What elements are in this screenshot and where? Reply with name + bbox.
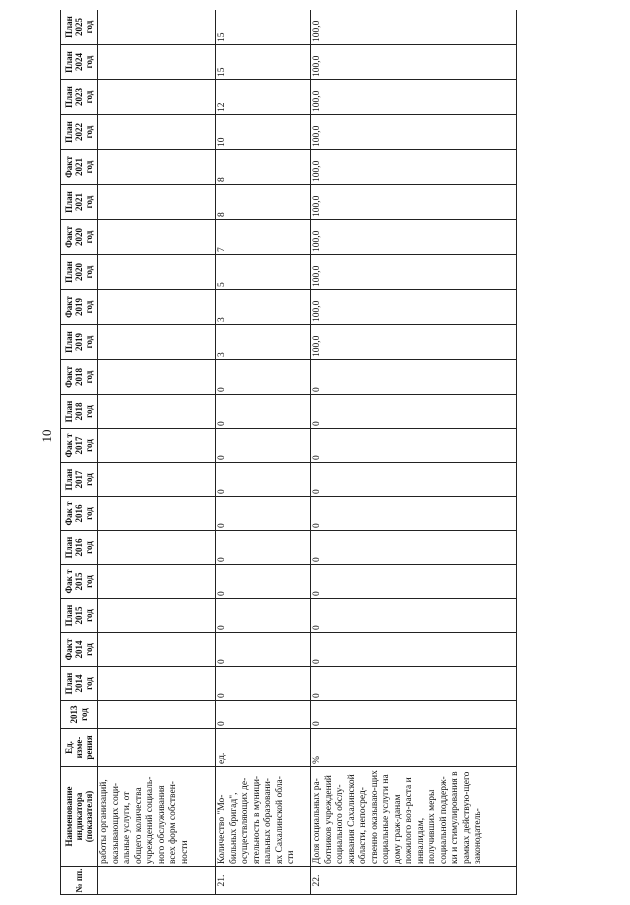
row-number: [98, 867, 216, 895]
header-year: План 2015 год: [61, 599, 98, 633]
value-cell: 15: [216, 10, 311, 45]
value-cell: 0: [216, 633, 311, 667]
value-cell: 0: [216, 667, 311, 701]
value-cell: 0: [311, 395, 517, 429]
value-cell: [98, 45, 216, 80]
header-name: Наименование индикатора (показателя): [61, 767, 98, 867]
header-unit: Ед. изме-рения: [61, 729, 98, 767]
header-year: Факт 2018 год: [61, 360, 98, 395]
value-cell: [98, 360, 216, 395]
table-row: [216, 10, 311, 895]
row-number: 21.: [216, 867, 311, 895]
table-region: [60, 10, 610, 895]
header-year: План 2017 год: [61, 463, 98, 497]
value-cell: 0: [311, 667, 517, 701]
value-cell: 0: [311, 633, 517, 667]
value-cell: [98, 255, 216, 290]
value-cell: [98, 325, 216, 360]
value-cell: 12: [216, 80, 311, 115]
value-cell: 100,0: [311, 45, 517, 80]
value-cell: [98, 667, 216, 701]
header-year: План 2022 год: [61, 115, 98, 150]
value-cell: 0: [216, 395, 311, 429]
header-year: План 2023 год: [61, 80, 98, 115]
value-cell: [98, 463, 216, 497]
value-cell: 0: [216, 565, 311, 599]
header-year: План 2019 год: [61, 325, 98, 360]
value-cell: [98, 115, 216, 150]
value-cell: 100,0: [311, 10, 517, 45]
header-year: Факт 2019 год: [61, 290, 98, 325]
header-year: Факт 2021 год: [61, 150, 98, 185]
table-row: [311, 10, 517, 895]
header-year: План 2024 год: [61, 45, 98, 80]
value-cell: [98, 10, 216, 45]
header-year: Факт 2020 год: [61, 220, 98, 255]
indicator-name: Доля социальных ра-ботников учреждений социального обслу-живания Сахалинской области, непосред-ственно оказываю-щих социальные услуги на дому граж-данам пожилого воз-раста и инвалидам, получивших меры социальной поддерж-ки и стимулирования в рамках действую-щего законодатель-: [311, 767, 517, 867]
indicators-table: [60, 10, 517, 895]
indicator-name: работы организаций, оказывающих соци-альные услуги, от общего количества учреждений социаль-ного обслуживания всех форм собствен-ности: [98, 767, 216, 867]
value-cell: 0: [216, 463, 311, 497]
value-cell: 3: [216, 290, 311, 325]
value-cell: 0: [216, 429, 311, 463]
page-number: 10: [39, 429, 54, 443]
value-cell: 7: [216, 220, 311, 255]
value-cell: 100,0: [311, 255, 517, 290]
header-row: [61, 10, 98, 895]
row-number: 22.: [311, 867, 517, 895]
header-year: План 2016 год: [61, 531, 98, 565]
value-cell: [98, 185, 216, 220]
value-cell: [98, 565, 216, 599]
value-cell: 5: [216, 255, 311, 290]
value-cell: 0: [311, 497, 517, 531]
header-year: План 2018 год: [61, 395, 98, 429]
header-year: План 2020 год: [61, 255, 98, 290]
value-cell: 10: [216, 115, 311, 150]
table-row: [98, 10, 216, 895]
header-year: Факт 2014 год: [61, 633, 98, 667]
value-cell: [98, 429, 216, 463]
value-cell: 100,0: [311, 185, 517, 220]
value-cell: 0: [216, 701, 311, 729]
value-cell: 100,0: [311, 220, 517, 255]
value-cell: [98, 80, 216, 115]
value-cell: [98, 395, 216, 429]
value-cell: 3: [216, 325, 311, 360]
value-cell: [98, 599, 216, 633]
indicator-name: Количество "Мо-бильных бригад", осуществляющих де-ятельность в муници-пальных образовани-ях Сахалинской обла-сти: [216, 767, 311, 867]
value-cell: [98, 220, 216, 255]
value-cell: 0: [216, 360, 311, 395]
rotated-page: [60, 10, 610, 895]
value-cell: 0: [216, 497, 311, 531]
value-cell: 0: [216, 531, 311, 565]
value-cell: 100,0: [311, 150, 517, 185]
value-cell: 0: [311, 429, 517, 463]
value-cell: 8: [216, 185, 311, 220]
unit-cell: ед.: [216, 729, 311, 767]
value-cell: 100,0: [311, 290, 517, 325]
value-cell: [98, 150, 216, 185]
value-cell: 0: [311, 531, 517, 565]
value-cell: [98, 531, 216, 565]
header-year: Фак т 2015 год: [61, 565, 98, 599]
value-cell: 0: [311, 599, 517, 633]
value-cell: 0: [216, 599, 311, 633]
header-year: 2013 год: [61, 701, 98, 729]
header-year: Фак т 2017 год: [61, 429, 98, 463]
header-year: План 2021 год: [61, 185, 98, 220]
header-year: План 2014 год: [61, 667, 98, 701]
value-cell: [98, 290, 216, 325]
value-cell: 0: [311, 565, 517, 599]
value-cell: 100,0: [311, 325, 517, 360]
unit-cell: [98, 729, 216, 767]
value-cell: 0: [311, 701, 517, 729]
value-cell: [98, 497, 216, 531]
header-year: Фак т 2016 год: [61, 497, 98, 531]
header-num: № пп.: [61, 867, 98, 895]
value-cell: 100,0: [311, 115, 517, 150]
unit-cell: %: [311, 729, 517, 767]
value-cell: 0: [311, 463, 517, 497]
header-year: План 2025 год: [61, 10, 98, 45]
value-cell: [98, 633, 216, 667]
value-cell: [98, 701, 216, 729]
value-cell: 15: [216, 45, 311, 80]
value-cell: 8: [216, 150, 311, 185]
value-cell: 0: [311, 360, 517, 395]
value-cell: 100,0: [311, 80, 517, 115]
